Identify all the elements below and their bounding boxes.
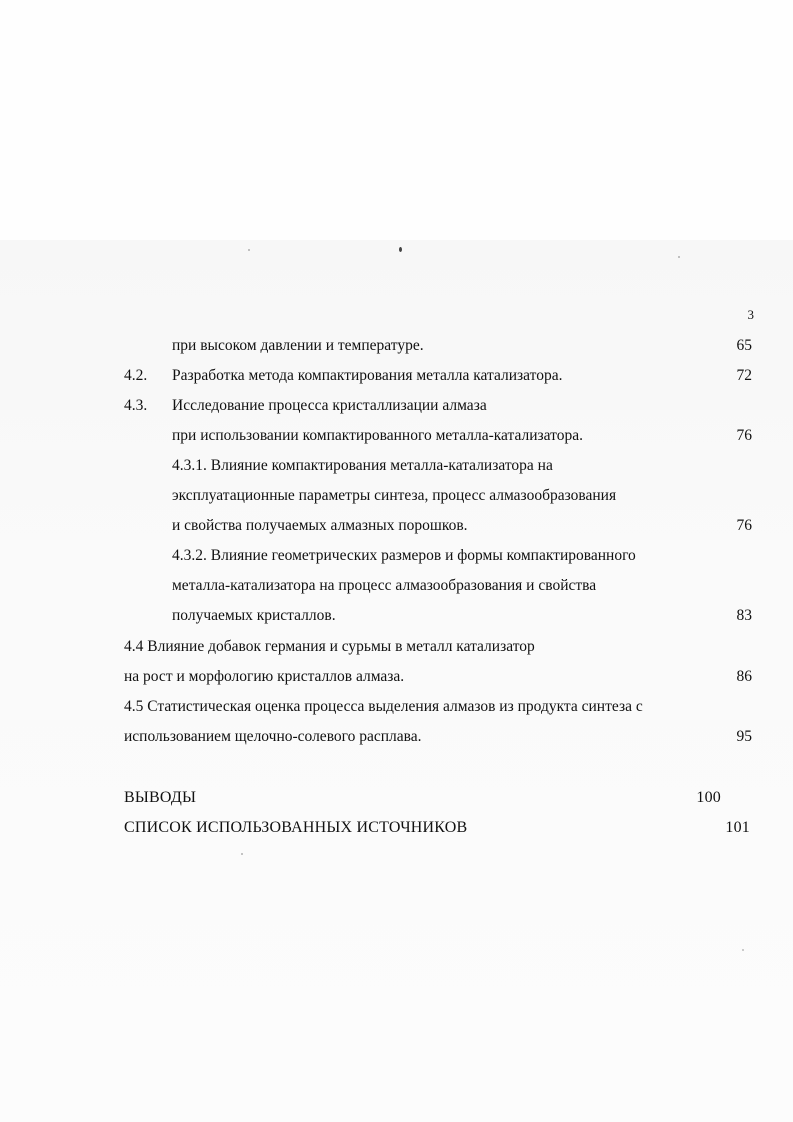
scan-speck — [248, 249, 250, 251]
toc-conclusions: ВЫВОДЫ — [124, 789, 197, 806]
toc-entry-text: 4.4 Влияние добавок германия и сурьмы в металл катализатор — [124, 638, 535, 655]
toc-entry-text: 4.3.1. Влияние компактирования металла-катализатора на — [172, 457, 553, 474]
scan-speck — [742, 949, 744, 951]
toc-references-page: 101 — [725, 819, 750, 836]
toc-entry-page: 86 — [736, 668, 752, 685]
toc-entry-text: Разработка метода компактирования металла катализатора. — [172, 367, 563, 384]
toc-entry-text: на рост и морфологию кристаллов алмаза. — [124, 668, 405, 685]
toc-entry-text: металла-катализатора на процесс алмазообразования и свойства — [172, 577, 597, 594]
toc-entry-number: 4.2. — [124, 367, 148, 384]
toc-entry-text: при использовании компактированного металла-катализатора. — [172, 427, 583, 444]
scan-speck — [678, 256, 680, 258]
toc-entry-page: 95 — [736, 728, 752, 745]
scan-speck — [241, 853, 243, 855]
toc-entry-page: 76 — [736, 427, 752, 444]
page-number: 3 — [747, 307, 754, 322]
toc-entry-page: 65 — [736, 337, 752, 354]
toc-entry-page: 76 — [736, 517, 752, 534]
toc-entry-text: 4.3.2. Влияние геометрических размеров и формы компактированного — [172, 547, 636, 564]
toc-conclusions-page: 100 — [696, 789, 721, 806]
scan-speck — [399, 247, 402, 252]
toc-entry-page: 72 — [736, 367, 752, 384]
toc-entry-text: при высоком давлении и температуре. — [172, 337, 424, 354]
toc-entry-number: 4.3. — [124, 397, 148, 414]
toc-entry-page: 83 — [736, 607, 752, 624]
toc-entry-text: эксплуатационные параметры синтеза, процесс алмазообразования — [172, 487, 617, 504]
toc-references: СПИСОК ИСПОЛЬЗОВАННЫХ ИСТОЧНИКОВ — [124, 819, 468, 836]
toc-entry-text: получаемых кристаллов. — [172, 607, 336, 624]
toc-entry-text: Исследование процесса кристаллизации алмаза — [172, 397, 487, 414]
toc-entry-text: использованием щелочно-солевого расплава. — [124, 728, 422, 745]
toc-entry-text: и свойства получаемых алмазных порошков. — [172, 517, 468, 534]
toc-entry-text: 4.5 Статистическая оценка процесса выделения алмазов из продукта синтеза с — [124, 698, 643, 715]
